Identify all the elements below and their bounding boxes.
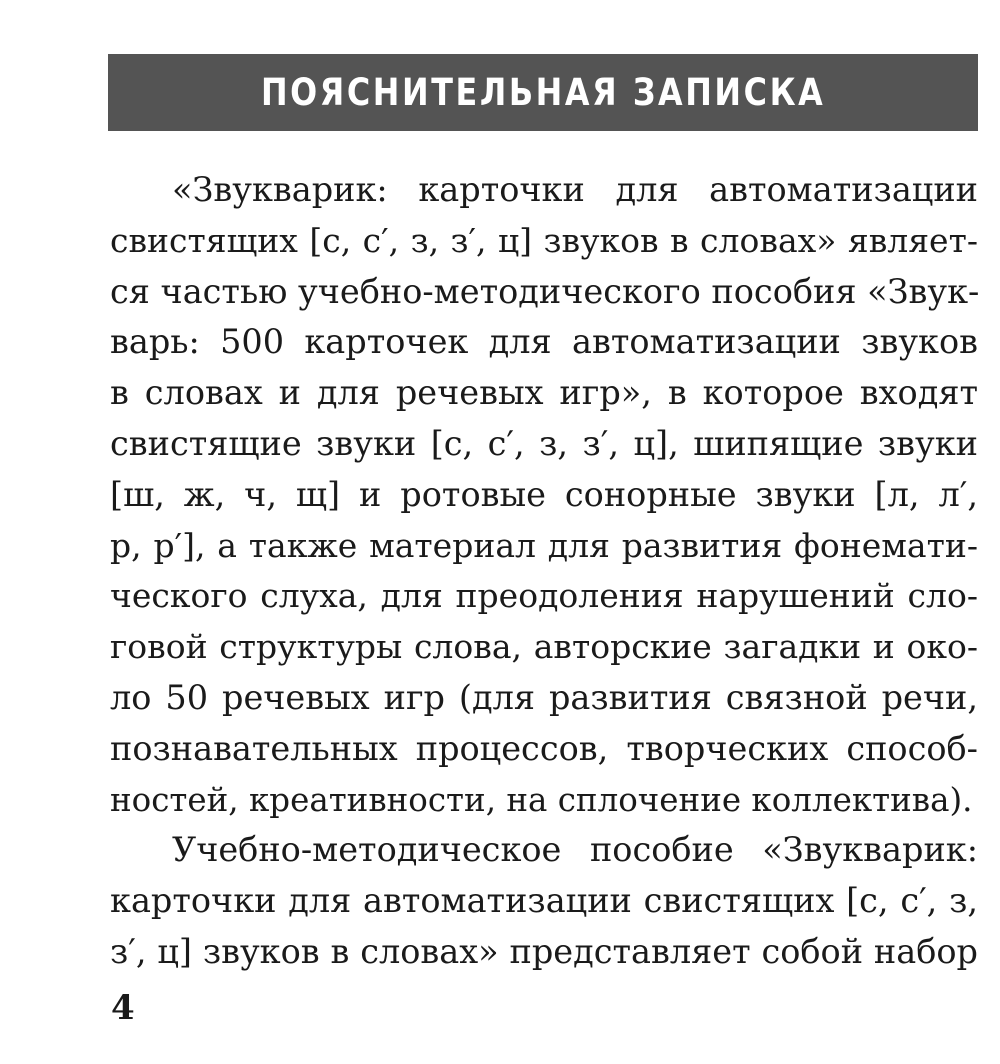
paragraph-line: ло 50 речевых игр (для развития связной речи, [110, 677, 978, 717]
paragraph-line: говой структуры слова, авторские загадки и око- [110, 627, 978, 667]
paragraph-line: р, р′], а также материал для развития фонемати- [110, 525, 978, 565]
paragraph-line: познавательных процессов, творческих способ- [110, 728, 978, 768]
paragraph-line: варь: 500 карточек для автоматизации звуков [110, 322, 978, 362]
section-title: ПОЯСНИТЕЛЬНАЯ ЗАПИСКА [260, 71, 826, 114]
paragraph-line: «Звукварик: карточки для автоматизации [172, 170, 978, 209]
page-number: 4 [111, 988, 135, 1028]
section-header [108, 54, 978, 131]
paragraph-line: Учебно-методическое пособие «Звукварик: [172, 830, 978, 870]
paragraph-line: ческого слуха, для преодоления нарушений сло- [110, 576, 978, 616]
paragraph-line: свистящие звуки [с, с′, з, з′, ц], шипящие звуки [110, 423, 978, 463]
paragraph-line: з′, ц] звуков в словах» представляет собой набор [110, 931, 978, 971]
paragraph-line: ностей, креативности, на сплочение коллектива). [110, 780, 973, 819]
explanatory-note-text [110, 165, 978, 978]
paragraph-line: [ш, ж, ч, щ] и ротовые сонорные звуки [л, л′, [110, 474, 978, 514]
paragraph-line: в словах и для речевых игр», в которое входят [110, 373, 978, 413]
paragraph-line: ся частью учебно-методического пособия «Звук- [110, 271, 980, 311]
paragraph-line: свистящих [с, с′, з, з′, ц] звуков в словах» являет- [110, 220, 978, 260]
paragraph-line: карточки для автоматизации свистящих [с, с′, з, [110, 881, 978, 921]
